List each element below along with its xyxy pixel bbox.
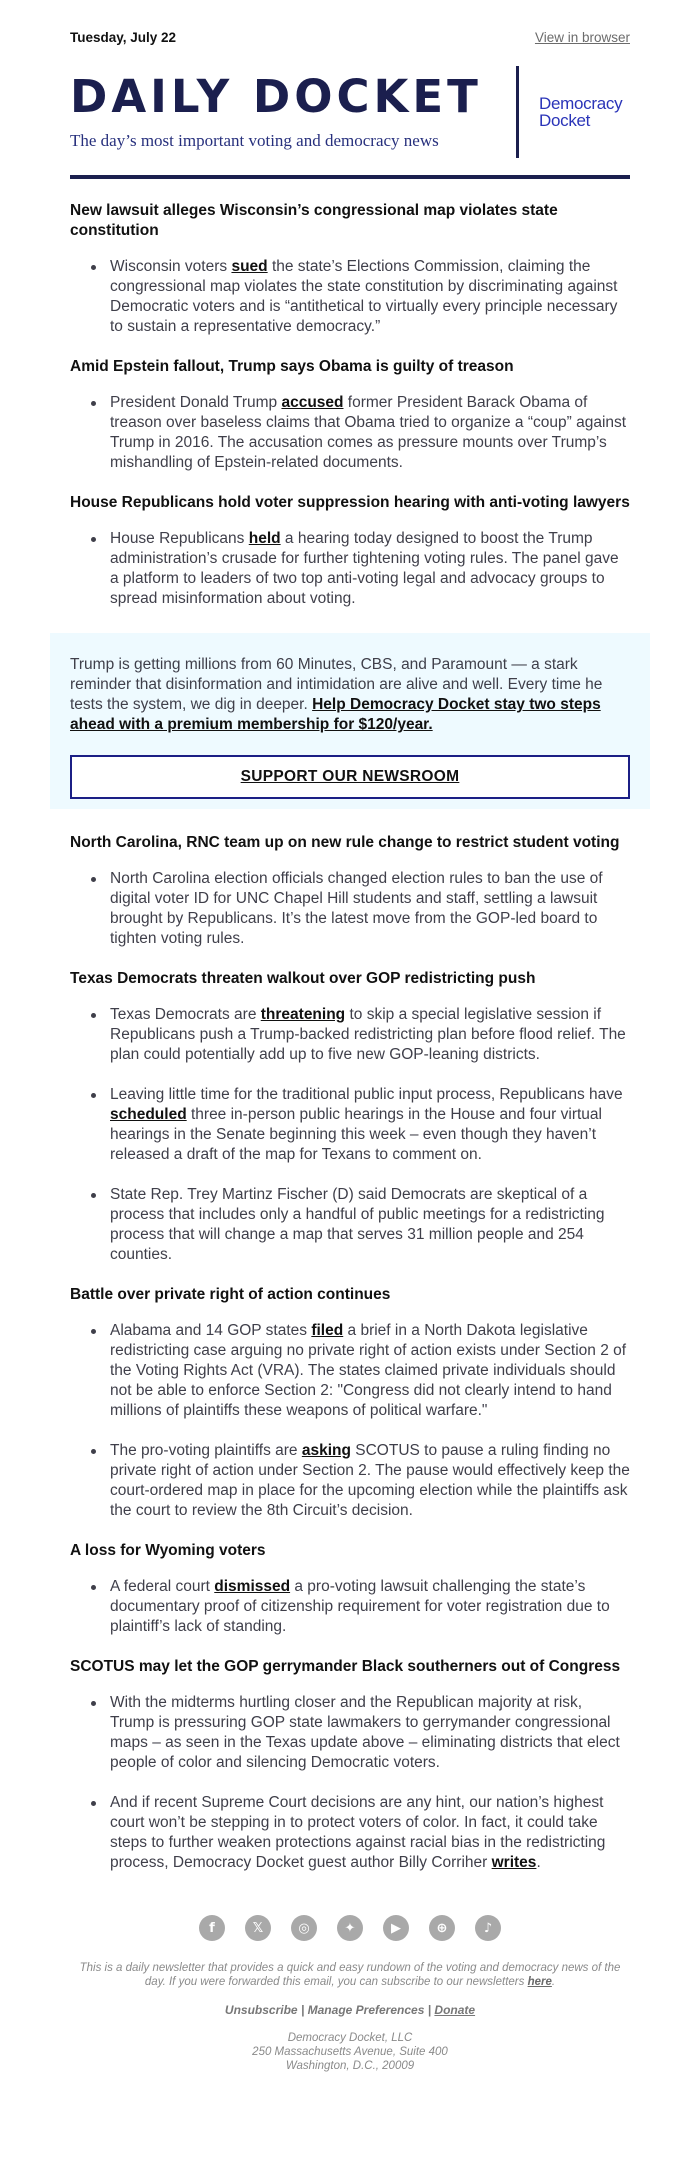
story-bullet: North Carolina election officials changed election rules to ban the use of digital voter ID for UNC Chapel Hill students and staff, settling a lawsuit brought by Republicans. It’s the latest move from the GOP-led board to tighten voting rules.	[110, 869, 630, 949]
masthead	[70, 62, 630, 162]
story-source-link[interactable]: sued	[231, 258, 268, 275]
support-newsroom-button[interactable]: SUPPORT OUR NEWSROOM	[70, 755, 630, 799]
masthead-divider	[516, 66, 519, 158]
website-icon[interactable]: ⊕	[429, 1915, 455, 1941]
story-bullets	[70, 1693, 630, 1873]
story	[70, 1657, 630, 1873]
story-bullets	[70, 257, 630, 337]
story	[70, 833, 630, 949]
story-headline: New lawsuit alleges Wisconsin’s congressional map violates state constitution	[70, 202, 558, 239]
story-bullets	[70, 1321, 630, 1521]
top-stories	[0, 201, 700, 609]
story-bullet: Texas Democrats are threatening to skip a special legislative session if Republicans push a Trump-backed redistricting plan before flood relief. The plan could potentially add up to five new GOP-leaning districts.	[110, 1005, 630, 1065]
story-source-link[interactable]: writes	[491, 1854, 537, 1871]
youtube-icon[interactable]: ▶	[383, 1915, 409, 1941]
story	[70, 357, 630, 473]
story	[70, 493, 630, 609]
story-bullet: A federal court dismissed a pro-voting lawsuit challenging the state’s documentary proof of citizenship requirement for voter registration due to plaintiff’s lack of standing.	[110, 1577, 630, 1637]
story-bullet: House Republicans held a hearing today designed to boost the Trump administration’s crusade for further tightening voting rules. The panel gave a platform to leaders of two top anti-voting legal and advocacy groups to spread misinformation about voting.	[110, 529, 630, 609]
story-source-link[interactable]: held	[248, 530, 281, 547]
story-source-link[interactable]: dismissed	[214, 1578, 291, 1595]
story-headline: Amid Epstein fallout, Trump says Obama is guilty of treason	[70, 358, 514, 375]
story-source-link[interactable]: filed	[311, 1322, 344, 1339]
membership-promo	[50, 633, 650, 809]
story-headline: Texas Democrats threaten walkout over GOP redistricting push	[70, 970, 536, 987]
premium-membership-link[interactable]: Help Democracy Docket stay two steps ahead with a premium membership for $120/year.	[70, 696, 601, 733]
logo-line-1: Democracy	[539, 94, 623, 113]
story-source-link[interactable]: accused	[281, 394, 344, 411]
story-bullet: With the midterms hurtling closer and the Republican majority at risk, Trump is pressuring GOP state lawmakers to gerrymander congressional maps – as seen in the Texas update above – eliminating districts that elect people of color and silencing Democratic voters.	[110, 1693, 630, 1773]
story	[70, 1541, 630, 1637]
story-bullets	[70, 393, 630, 473]
subscribe-here-link[interactable]: here	[527, 1976, 552, 1988]
tiktok-icon[interactable]: ♪	[475, 1915, 501, 1941]
story-bullet: And if recent Supreme Court decisions are any hint, our nation’s highest court won’t be stepping in to protect voters of color. In fact, it could take steps to further weaken protections against racial bias in the redistricting process, Democracy Docket guest author Billy Corriher writes.	[110, 1793, 630, 1873]
story-headline: SCOTUS may let the GOP gerrymander Black southerners out of Congress	[70, 1658, 621, 1675]
story-bullets	[70, 1577, 630, 1637]
story-headline: North Carolina, RNC team up on new rule change to restrict student voting	[70, 834, 620, 851]
newsletter-header	[0, 0, 700, 179]
logo-line-2: Docket	[539, 111, 591, 130]
view-in-browser-link[interactable]: View in browser	[534, 30, 630, 45]
story-bullets	[70, 869, 630, 949]
story-bullet: The pro-voting plaintiffs are asking SCOTUS to pause a ruling finding no private right of action under Section 2. The pause would effectively keep the court-ordered map in place for the upcoming election while the plaintiffs ask the court to review the 8th Circuit’s decision.	[110, 1442, 630, 1519]
story-headline: A loss for Wyoming voters	[70, 1542, 266, 1559]
address-line-2: Washington, D.C., 20009	[285, 2060, 415, 2072]
story	[70, 201, 630, 337]
story-bullet: President Donald Trump accused former President Barack Obama of treason over baseless claims that Obama tried to organize a “coup” against Trump in 2016. The accusation comes as pressure mounts over Trump’s mishandling of Epstein-related documents.	[110, 393, 630, 473]
manage-preferences-link[interactable]: Manage Preferences	[307, 2003, 425, 2017]
header-rule	[70, 175, 630, 179]
story-bullet: Leaving little time for the traditional public input process, Republicans have scheduled three in-person public hearings in the House and four virtual hearings in the Senate beginning this week – even though they haven’t released a draft of the map for Texans to comment on.	[110, 1085, 630, 1165]
x-icon[interactable]: 𝕏	[245, 1915, 271, 1941]
story-headline: Battle over private right of action continues	[70, 1286, 391, 1303]
bottom-stories	[0, 833, 700, 1873]
social-links	[0, 1915, 700, 1941]
story-bullet: Wisconsin voters sued the state’s Elections Commission, claiming the congressional map violates the state constitution by discriminating against Democratic voters and is “antithetical to virtually every principle necessary to sustain a representative democracy.”	[110, 257, 630, 337]
story	[70, 969, 630, 1265]
story-source-link[interactable]: asking	[301, 1442, 351, 1459]
story-source-link[interactable]: threatening	[260, 1006, 346, 1023]
footer-links: Unsubscribe | Manage Preferences | Donate	[224, 2003, 476, 2017]
democracy-docket-logo[interactable]	[539, 95, 622, 129]
story-bullet: State Rep. Trey Martinz Fischer (D) said Democrats are skeptical of a process that includes only a handful of public meetings for a redistricting process that will change a map that serves 31 million people and 254 counties.	[110, 1185, 630, 1265]
unsubscribe-link[interactable]: Unsubscribe	[224, 2003, 298, 2017]
story-bullets	[70, 1005, 630, 1265]
donate-link[interactable]: Donate	[434, 2003, 476, 2017]
story-bullets	[70, 529, 630, 609]
story-source-link[interactable]: scheduled	[110, 1106, 187, 1123]
promo-text: Trump is getting millions from 60 Minutes, CBS, and Paramount — a stark reminder that disinformation and intimidation are alive and well. Every time he tests the system, we dig in deeper. Help Democracy Docket stay two steps ahead with a premium membership for $120/year.	[70, 656, 603, 733]
instagram-icon[interactable]: ◎	[291, 1915, 317, 1941]
issue-date: Tuesday, July 22	[70, 30, 177, 45]
newsletter-footer	[0, 1893, 700, 2073]
story	[70, 1285, 630, 1521]
bluesky-icon[interactable]: ✦	[337, 1915, 363, 1941]
story-bullet: Alabama and 14 GOP states filed a brief in a North Dakota legislative redistricting case arguing no private right of action exists under Section 2 of the Voting Rights Act (VRA). The states claimed private individuals should not be able to enforce Section 2: "Congress did not clearly intend to hand millions of plaintiffs these weapons of political warfare."	[110, 1321, 630, 1421]
address-line-1: 250 Massachusetts Avenue, Suite 400	[252, 2046, 448, 2058]
footer-address	[0, 2031, 700, 2073]
brand-title: DAILY DOCKET	[70, 70, 482, 123]
brand-tagline: The day’s most important voting and democracy news	[70, 131, 439, 150]
footer-blurb: This is a daily newsletter that provides a quick and easy rundown of the voting and democracy news of the day. If you were forwarded this email, you can subscribe to our newsletters here.	[79, 1962, 621, 1988]
story-headline: House Republicans hold voter suppression hearing with anti-voting lawyers	[70, 494, 630, 511]
org-name: Democracy Docket, LLC	[287, 2032, 413, 2044]
facebook-icon[interactable]: f	[199, 1915, 225, 1941]
